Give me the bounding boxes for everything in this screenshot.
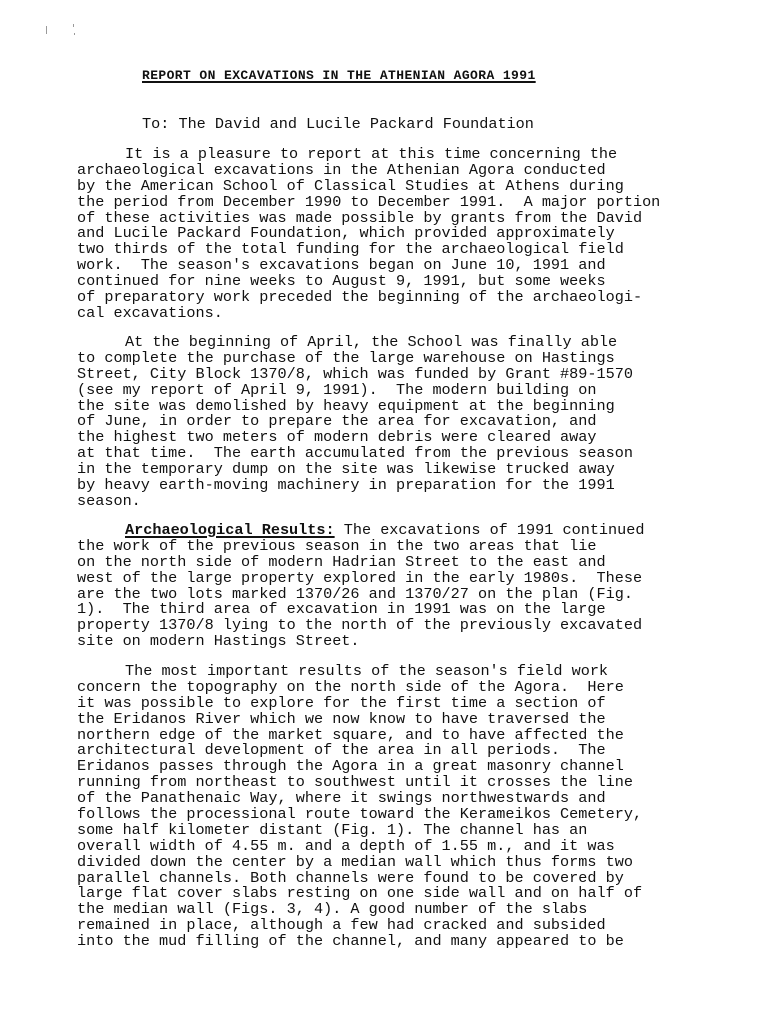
paragraph-intro bbox=[77, 147, 717, 322]
text-line: follows the processional route toward the Kerameikos Cemetery, bbox=[77, 805, 643, 824]
text-line: the period from December 1990 to December 1991. A major portion bbox=[77, 192, 661, 211]
section-heading: Archaeological Results: bbox=[125, 521, 335, 539]
paragraph-topography bbox=[77, 664, 717, 950]
text-line: to complete the purchase of the large warehouse on Hastings bbox=[77, 348, 615, 367]
text-line: into the mud filling of the channel, and many appeared to be bbox=[77, 932, 624, 951]
text-line: work. The season's excavations began on June 10, 1991 and bbox=[77, 256, 606, 275]
paragraph-warehouse bbox=[77, 335, 717, 510]
text-line: It is a pleasure to report at this time concerning the bbox=[125, 145, 618, 163]
text-line: Street, City Block 1370/8, which was funded by Grant #89-1570 bbox=[77, 364, 633, 383]
text-line: the work of the previous season in the two areas that lie bbox=[77, 536, 597, 555]
text-line: (see my report of April 9, 1991). The modern building on bbox=[77, 380, 597, 399]
text-line: cal excavations. bbox=[77, 303, 223, 322]
text-line: at that time. The earth accumulated from the previous season bbox=[77, 444, 633, 463]
text-line: parallel channels. Both channels were found to be covered by bbox=[77, 868, 624, 887]
text-line: northern edge of the market square, and to have affected the bbox=[77, 725, 624, 744]
text-line: it was possible to explore for the first time a section of bbox=[77, 693, 606, 712]
text-line: west of the large property explored in the early 1980s. These bbox=[77, 568, 643, 587]
text-line: of preparatory work preceded the beginning of the archaeologi- bbox=[77, 288, 643, 307]
text-line-rest: The excavations of 1991 continued bbox=[334, 521, 645, 539]
text-line: Eridanos passes through the Agora in a great masonry channel bbox=[77, 757, 624, 776]
text-line: on the north side of modern Hadrian Street to the east and bbox=[77, 552, 606, 571]
text-line: remained in place, although a few had cracked and subsided bbox=[77, 916, 606, 935]
text-line: At the beginning of April, the School was finally able bbox=[125, 333, 618, 351]
text-line: continued for nine weeks to August 9, 1991, but some weeks bbox=[77, 272, 606, 291]
text-line: in the temporary dump on the site was likewise trucked away bbox=[77, 460, 615, 479]
text-line: by heavy earth-moving machinery in preparation for the 1991 bbox=[77, 476, 615, 495]
text-line: the median wall (Figs. 3, 4). A good number of the slabs bbox=[77, 900, 588, 919]
recipient-line: To: The David and Lucile Packard Foundation bbox=[142, 115, 534, 133]
text-line: large flat cover slabs resting on one side wall and on half of bbox=[77, 884, 643, 903]
text-line: overall width of 4.55 m. and a depth of 1.55 m., and it was bbox=[77, 836, 615, 855]
text-line: archaeological excavations in the Athenian Agora conducted bbox=[77, 160, 606, 179]
text-line: the Eridanos River which we now know to have traversed the bbox=[77, 709, 606, 728]
report-title: REPORT ON EXCAVATIONS IN THE ATHENIAN AGORA 1991 bbox=[142, 68, 536, 83]
text-line: of the Panathenaic Way, where it swings northwestwards and bbox=[77, 789, 606, 808]
scan-specks bbox=[46, 24, 86, 40]
text-line: divided down the center by a median wall which thus forms two bbox=[77, 852, 633, 871]
text-line: by the American School of Classical Studies at Athens during bbox=[77, 176, 624, 195]
text-line: concern the topography on the north side of the Agora. Here bbox=[77, 677, 624, 696]
text-line: are the two lots marked 1370/26 and 1370/27 on the plan (Fig. bbox=[77, 584, 633, 603]
text-line: 1). The third area of excavation in 1991 was on the large bbox=[77, 600, 606, 619]
text-line: running from northeast to southwest until it crosses the line bbox=[77, 773, 633, 792]
text-line: some half kilometer distant (Fig. 1). The channel has an bbox=[77, 820, 588, 839]
text-line: property 1370/8 lying to the north of the previously excavated bbox=[77, 616, 643, 635]
text-line: of these activities was made possible by grants from the David bbox=[77, 208, 643, 227]
text-line: the site was demolished by heavy equipment at the beginning bbox=[77, 396, 615, 415]
text-line: two thirds of the total funding for the archaeological field bbox=[77, 240, 624, 259]
text-line: the highest two meters of modern debris were cleared away bbox=[77, 428, 597, 447]
text-line: season. bbox=[77, 491, 141, 510]
text-line: architectural development of the area in all periods. The bbox=[77, 741, 606, 760]
text-line: The most important results of the season's field work bbox=[125, 662, 609, 680]
paragraph-archaeological-results bbox=[77, 523, 717, 650]
text-line: and Lucile Packard Foundation, which provided approximately bbox=[77, 224, 615, 243]
text-line: of June, in order to prepare the area for excavation, and bbox=[77, 412, 597, 431]
text-line: site on modern Hastings Street. bbox=[77, 632, 360, 651]
